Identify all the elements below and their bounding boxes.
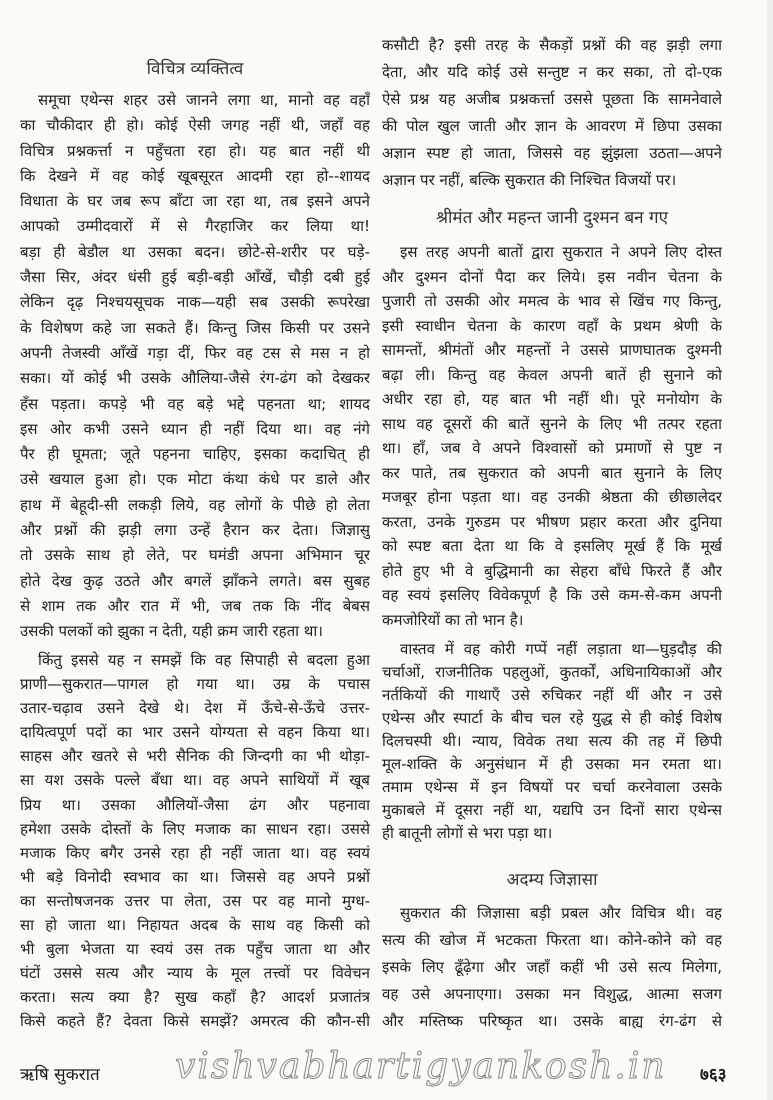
text-line: किंतु इससे यह न समझें कि वह सिपाही से बदला हुआ: [38, 651, 370, 669]
text-line: होते हुए भी वे बुद्धिमानी का सेहरा बाँधे फिरते हैं और: [382, 561, 722, 580]
text-line: से शाम तक और रात में भी, जब तक कि नींद बेबस: [20, 596, 370, 615]
text-line: नर्तकियों की गाथाएँ उसे रुचिकर नहीं थीं और न उसे: [382, 686, 722, 704]
text-line: तो उसके साथ हो लेते, पर घमंडी अपना अभिमान चूर: [20, 546, 370, 565]
text-line: इस तरह अपनी बातों द्वारा सुकरात ने अपने लिए दोस्त: [400, 243, 722, 261]
text-line: दिलचस्पी थी। न्याय, विवेक तथा सत्य की तह में छिपी: [382, 732, 722, 750]
text-line: करता। सत्य क्या है? सुख कहाँ है? आदर्श प्रजातंत्र: [20, 988, 370, 1007]
text-line: सामन्तों, श्रीमंतों और महन्तों ने उससे प्राणघातक दुश्मनी: [382, 341, 722, 359]
text-line: किसे कहते हैं? देवता किसे समझें? अमरत्व की कौन-सी: [20, 1012, 370, 1031]
text-line: का चौकीदार ही हो। कोई ऐसी जगह नहीं थी, जहाँ वह: [20, 116, 370, 135]
text-line: कि देखने में वह कोई खूबसूरत आदमी रहा हो--शायद: [20, 166, 370, 185]
text-line: घंटों उससे सत्य और न्याय के मूल तत्त्वों पर विवेचन: [20, 964, 370, 983]
text-line: देता, और यदि कोई उसे सन्तुष्ट न कर सका, तो दो-एक: [382, 63, 722, 81]
text-line: दायित्वपूर्ण पदों का भार उसने योग्यता से वहन किया था।: [20, 723, 370, 742]
running-footer-book-title: ऋषि सुकरात: [20, 1065, 100, 1085]
text-line: और मस्तिष्क परिष्कृत था। उसके बाह्य रंग-ढंग से: [382, 1012, 722, 1030]
text-line: की पोल खुल जाती और ज्ञान के आवरण में छिपा उसका: [382, 117, 722, 135]
text-line: ऐसे प्रश्न यह अजीब प्रश्नकर्त्ता उससे पूछता कि सामनेवाले: [382, 90, 722, 108]
text-line: भी बड़े विनोदी स्वभाव का था। जिससे वह अपने प्रश्नों: [20, 867, 370, 886]
text-line: जैसा सिर, अंदर धंसी हुई बड़ी-बड़ी आँखें, चौड़ी दबी हुई: [20, 268, 370, 287]
text-line: बढ़ा ली। किन्तु वह केवल अपनी बातें ही सुनाने को: [382, 365, 722, 384]
text-line: को स्पष्ट बता देता था कि वे इसलिए मूर्ख हैं कि मूर्ख: [382, 537, 722, 555]
text-line: सा हो जाता था। निहायत अदब के साथ वह किसी को: [20, 916, 370, 935]
paragraph: [20, 648, 370, 1034]
text-line: सुकरात की जिज्ञासा बड़ी प्रबल और विचित्र थी। वह: [400, 904, 722, 922]
text-line: वह स्वयं इसलिए विवेकपूर्ण है कि उसे कम-से-कम अपनी: [382, 586, 722, 604]
right-column: [382, 0, 722, 1040]
text-line: इस ओर कभी उसने ध्यान ही नहीं दिया था। वह नंगे: [20, 419, 370, 438]
text-line: इसके लिए ढूँढ़ेगा और जहाँ कहीं भी उसे सत्य मिलेगा,: [382, 958, 722, 976]
section-heading-adamya-jigyasa: अदम्य जिज्ञासा: [506, 870, 598, 890]
text-line: भी बुला भेजता या स्वयं उस तक पहुँच जाता था और: [20, 940, 370, 959]
text-line: लेकिन दृढ़ निश्चयसूचक नाक—यही सब उसकी रूपरेखा: [20, 293, 370, 312]
text-line: कसौटी है? इसी तरह के सैकड़ों प्रश्नों की वह झड़ी लगा: [382, 36, 722, 54]
page-edge: [767, 0, 773, 1100]
text-line: सा यश उसके पल्ले बँधा था। वह अपने साथियों में खूब: [20, 771, 370, 790]
text-line: पुजारी तो उसकी ओर ममत्व के भाव से खिंच गए किन्तु,: [382, 292, 722, 310]
text-line: साथ वह दूसरों की बातें सुनने के लिए भी तत्पर रहता: [382, 414, 722, 433]
text-line: अज्ञान स्पष्ट हो जाता, जिससे वह झुंझला उठता—अपने: [382, 144, 722, 162]
text-line: ही बातूनी लोगों से भरा पड़ा था।: [382, 824, 553, 842]
text-line: करता, उनके गुरुडम पर भीषण प्रहार करता और दुनिया: [382, 512, 722, 531]
page-number: ७६३: [700, 1065, 727, 1085]
paragraph: [20, 88, 370, 645]
text-line: पैर ही घूमता; जूते पहनना चाहिए, इसका कदाचित् ही: [20, 445, 370, 464]
paragraph: [382, 240, 722, 632]
text-line: तमाम एथेन्स में इन विषयों पर चर्चा करनेवाला उसके: [382, 778, 722, 796]
text-line: होते देख कुढ़ उठते और बगलें झाँकने लगते। बस सुबह: [20, 571, 370, 590]
text-line: विधाता के घर जब रूप बाँटा जा रहा था, तब इसने अपने: [20, 192, 370, 211]
text-line: मूल-शक्ति के अनुसंधान में ही उसका मन रमता था।: [382, 755, 722, 773]
text-line: हँस पड़ता। कपड़े भी वह बड़े भद्दे पहनता था; शायद: [20, 394, 370, 413]
text-line: विचित्र प्रश्नकर्त्ता न पहुँचता रहा हो। यह बात नहीं थी: [20, 141, 370, 160]
text-line: सका। यों कोई भी उसके औलिया-जैसे रंग-ढंग को देखकर: [20, 369, 370, 388]
text-line: इसी स्वाधीन चेतना के कारण वहाँ के प्रथम श्रेणी के: [382, 316, 722, 335]
text-line: आपको उम्मीदवारों में से गैरहाजिर कर लिया था!: [20, 217, 370, 236]
section-heading-shrimant-mahant: श्रीमंत और महन्त जानी दुश्मन बन गए: [435, 208, 668, 228]
text-line: मुकाबले में दूसरा नहीं था, यद्यपि उन दिनों सारा एथेन्स: [382, 801, 722, 819]
text-line: अज्ञान पर नहीं, बल्कि सुकरात की निश्चित विजयों पर।: [382, 171, 677, 189]
text-line: कर पाते, तब सुकरात को अपनी बात सुनाने के लिए: [382, 463, 722, 482]
text-line: कमजोरियों का तो भान है।: [382, 610, 524, 629]
text-line: हमेशा उसके दोस्तों के लिए मजाक का साधन रहा। उससे: [20, 819, 370, 838]
text-line: समूचा एथेन्स शहर उसे जानने लगा था, मानो वह वहाँ: [38, 91, 370, 109]
text-line: अपनी तेजस्वी आँखें गड़ा दीं, फिर वह टस से मस न हो: [20, 343, 370, 362]
text-line: उसे खयाल हुआ हो। एक मोटा कंथा कंधे पर डाले और: [20, 470, 370, 489]
text-line: और दुश्मन दोनों पैदा कर लिये। इस नवीन चेतना के: [382, 267, 722, 286]
text-line: सत्य की खोज में भटकता फिरता था। कोने-कोने को वह: [382, 931, 722, 949]
text-line: था। हाँ, जब वे अपने विश्वासों को प्रमाणों से पुष्ट न: [382, 439, 722, 457]
paragraph: [382, 638, 722, 845]
text-line: अधीर रहा हो, यह बात भी नहीं थी। पूरे मनोयोग के: [382, 390, 722, 408]
paragraph: [382, 900, 722, 1035]
text-line: प्राणी—सुकरात—पागल हो गया था। उम्र के पचास: [20, 675, 370, 694]
text-line: वास्तव में वह कोरी गप्पें नहीं लड़ाता था—घुड़दौड़ की: [400, 640, 722, 658]
text-line: और प्रश्नों की झड़ी लगा उन्हें हैरान कर देता। जिज्ञासु: [20, 521, 370, 540]
text-line: साहस और खतरे से भरी सैनिक की जिन्दगी का भी थोड़ा-: [20, 747, 370, 766]
watermark: vishvabhartigyankosh.in: [175, 1046, 667, 1087]
section-heading-vichitra-vyaktitva: विचित्र व्यक्तित्व: [146, 59, 244, 79]
left-column: [20, 0, 370, 1040]
paragraph: [382, 32, 722, 194]
text-line: प्रिय था। उसका औलियों-जैसा ढंग और पहनावा: [20, 795, 370, 814]
text-line: का सन्तोषजनक उत्तर पा लेता, उस पर वह मानो मुग्ध-: [20, 891, 370, 910]
text-line: एथेन्स और स्पार्टा के बीच चल रहे युद्ध से ही कोई विशेष: [382, 709, 722, 727]
text-line: चर्चाओं, राजनीतिक पहलुओं, कुतर्कों, अधिनायिकाओं और: [382, 663, 722, 681]
text-line: हाथ में बेहूदी-सी लकड़ी लिये, वह लोगों के पीछे हो लेता: [20, 495, 370, 514]
text-line: उतार-चढ़ाव उसने देखे थे। देश में ऊँचे-से-ऊँचे उत्तर-: [20, 699, 370, 718]
text-line: के विशेषण कहे जा सकते हैं। किन्तु जिस किसी पर उसने: [20, 318, 370, 337]
text-line: उसकी पलकों को झुका न देती, यही क्रम जारी रहता था।: [20, 622, 323, 641]
text-line: मजाक किए बगैर उनसे रहा ही नहीं जाता था। वह स्वयं: [20, 843, 370, 862]
text-line: वह उसे अपनाएगा। उसका मन विशुद्ध, आत्मा सजग: [382, 985, 722, 1003]
text-line: बड़ा ही बेडौल था उसका बदन। छोटे-से-शरीर पर घड़े-: [20, 242, 370, 261]
text-line: मजबूर होना पड़ता था। वह उनकी श्रेष्ठता की छीछालेदर: [382, 488, 722, 506]
